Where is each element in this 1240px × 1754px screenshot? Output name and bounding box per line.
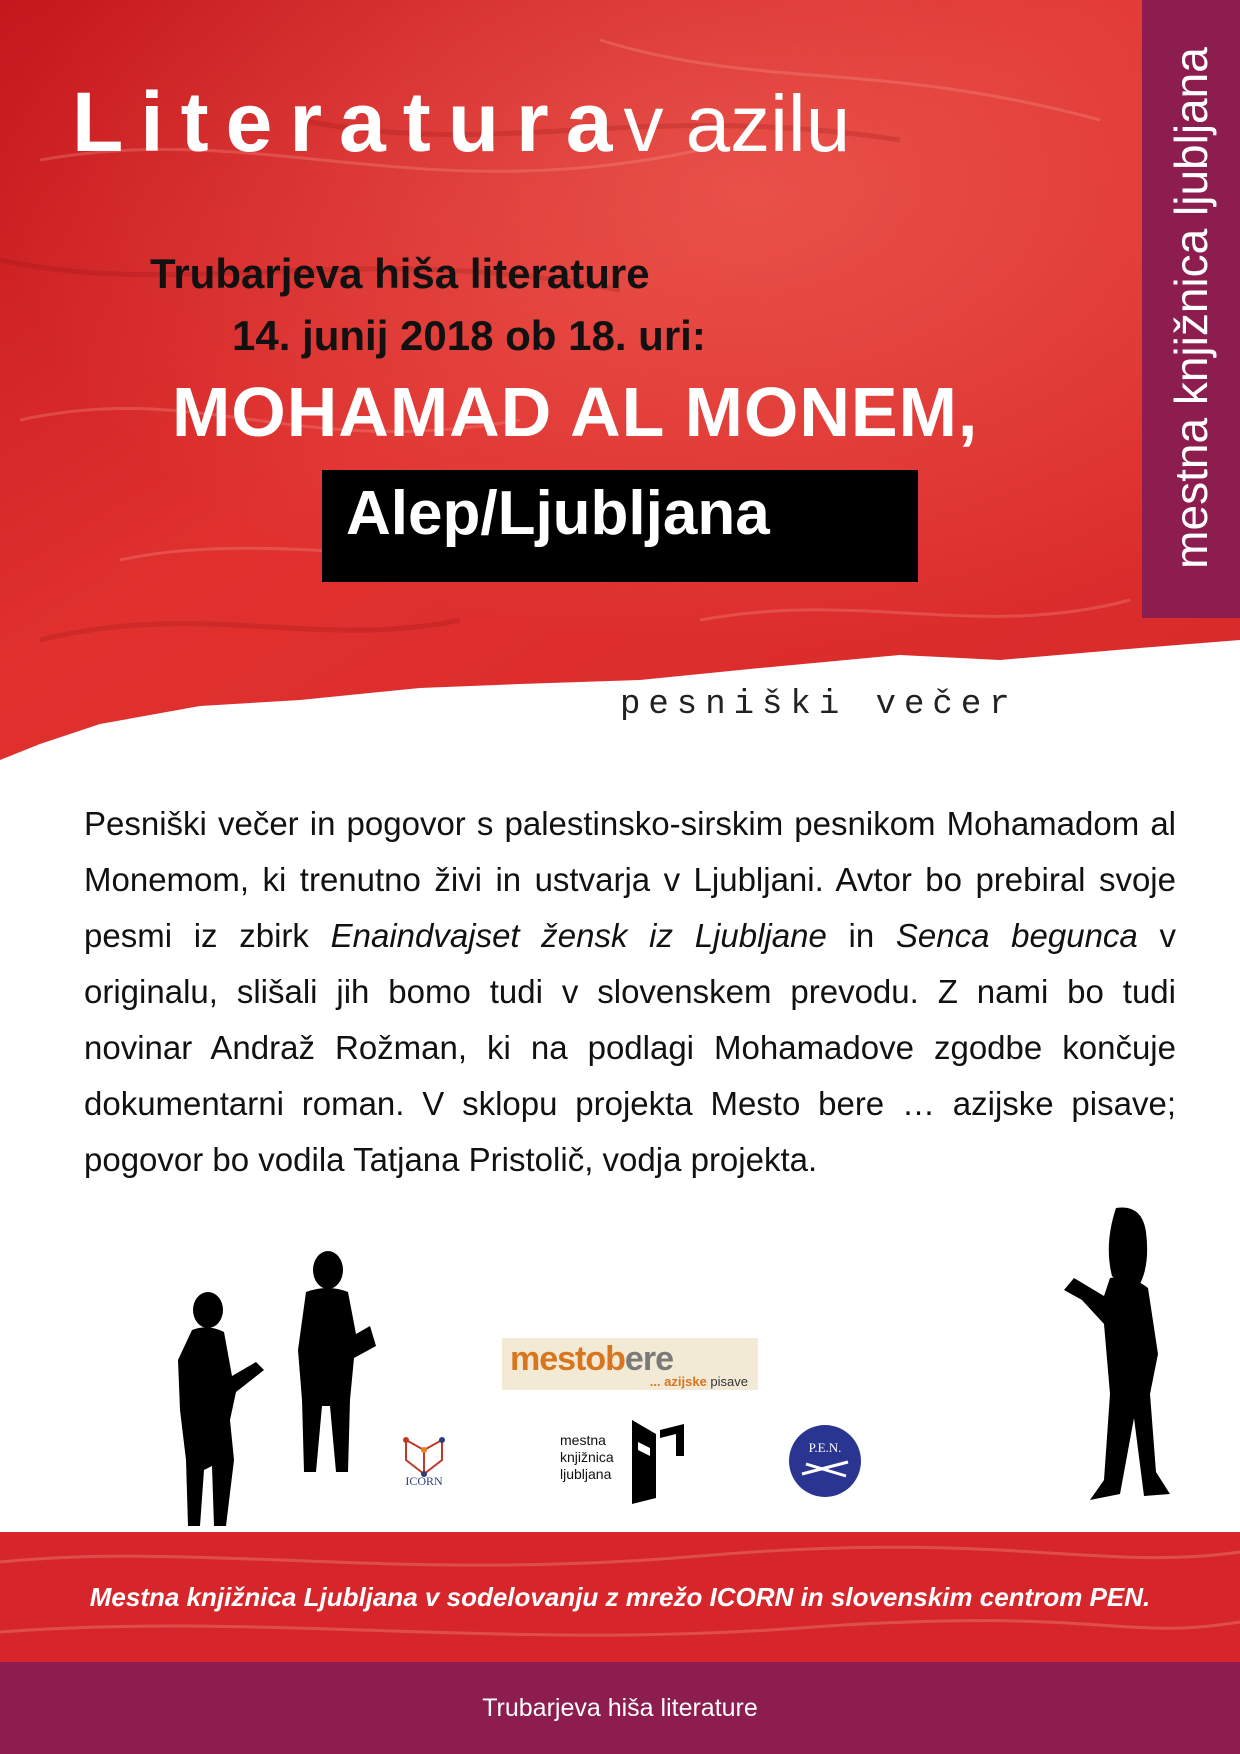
pen-logo-icon xyxy=(788,1424,862,1498)
author-name: MOHAMAD AL MONEM, xyxy=(172,373,979,451)
bottom-band-label: Trubarjeva hiša literature xyxy=(482,1694,758,1722)
reader-silhouette-middle xyxy=(278,1250,378,1482)
series-title-main: Literatura xyxy=(72,75,630,169)
icorn-logo-label: ICORN xyxy=(405,1474,443,1488)
description-part-3: v originalu, slišali jih bomo tudi v slovenskem prevodu. Z nami bo tudi novinar Andraž Rožman, ki na podlagi Mohamadove zgodbe končuje dokumentarni roman. V sklopu projekta Mesto bere … azijske pisave; pogovor bo vodila Tatjana Pristolič, vodja projekta. xyxy=(84,917,1176,1178)
place-label: Alep/Ljubljana xyxy=(346,479,770,548)
mkl-logo-text: mestna knjižnica ljubljana xyxy=(560,1432,614,1482)
reader-silhouette-right xyxy=(1060,1204,1190,1504)
book-title-1: Enaindvajset žensk iz Ljubljane xyxy=(330,917,827,954)
pen-logo-label: P.E.N. xyxy=(808,1440,842,1455)
event-subtitle: pesniški večer xyxy=(620,686,1018,724)
book-title-2: Senca begunca xyxy=(895,917,1138,954)
description-part-1: Pesniški večer in pogovor s palestinsko-sirskim pesnikom Mohamadom al Monemom, ki trenutno živi in ustvarja v Ljubljani. Avtor bo prebiral svoje pesmi iz zbirk xyxy=(84,805,1176,954)
description-part-2: in xyxy=(826,917,896,954)
mestobere-logo xyxy=(502,1338,758,1390)
mkl-logo-icon xyxy=(572,1420,692,1504)
side-band-label: mestna knjižnica ljubljana xyxy=(1165,47,1217,569)
event-description xyxy=(84,796,1176,1188)
mestobere-tagline: ... azijske pisave xyxy=(649,1374,748,1389)
series-title xyxy=(72,75,851,169)
mestobere-wordmark: mestobere xyxy=(510,1340,673,1378)
series-title-rest: v azilu xyxy=(623,79,851,168)
event-datetime: 14. junij 2018 ob 18. uri: xyxy=(232,312,706,359)
partners-statement: Mestna knjižnica Ljubljana v sodelovanju z mrežo ICORN in slovenskim centrom PEN. xyxy=(89,1582,1151,1612)
reader-silhouette-left xyxy=(170,1290,270,1530)
venue-heading: Trubarjeva hiša literature xyxy=(150,250,650,297)
